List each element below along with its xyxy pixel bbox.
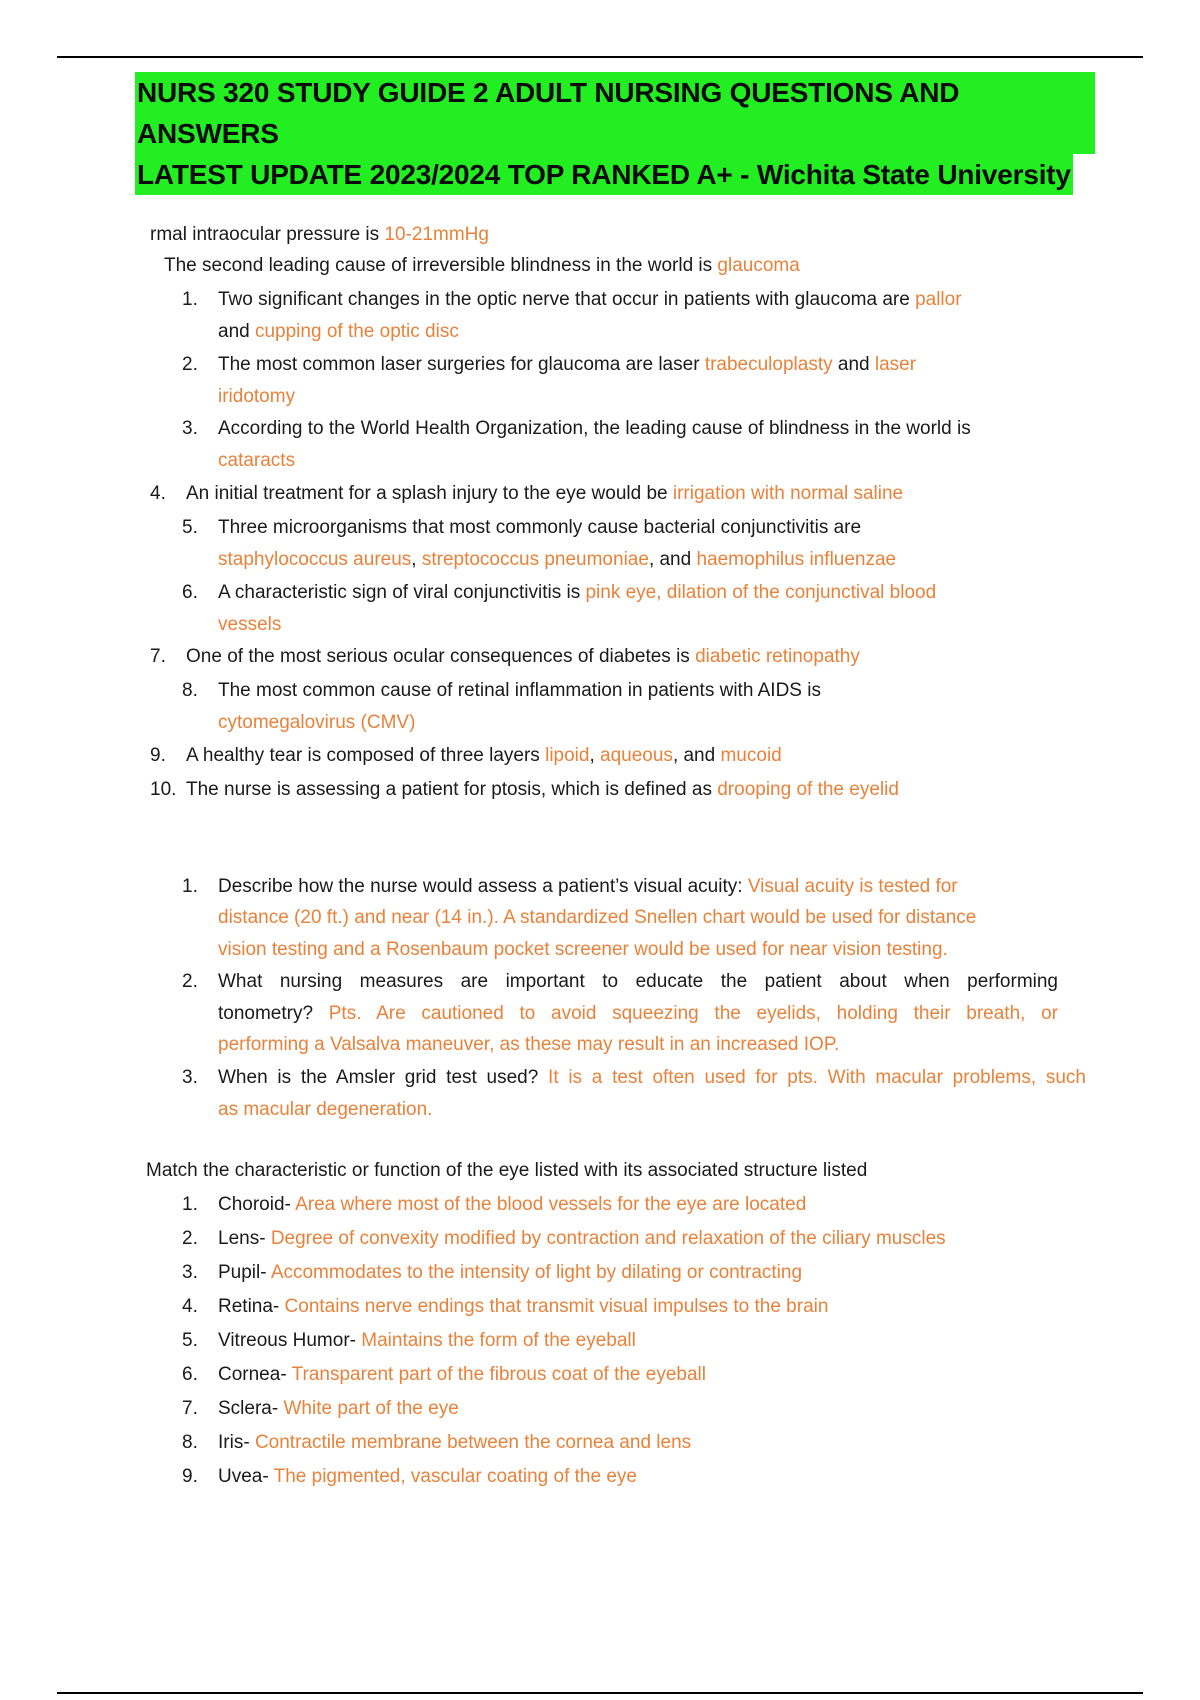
list-item-cont: vision testing and a Rosenbaum pocket screener would be used for near vision testing. [218,939,948,960]
list-item: Choroid- Area where most of the blood vessels for the eye are located [218,1194,807,1215]
list-item: The most common cause of retinal inflammation in patients with AIDS is [218,680,821,701]
list-number: 1. [182,876,198,897]
list-number: 5. [182,1330,198,1351]
list-number: 2. [182,971,198,992]
list-item-cont: tonometry? Pts. Are cautioned to avoid squeezing the eyelids, holding their breath, or [218,1003,1059,1024]
answer: 10-21mmHg [384,224,489,245]
list-item: Cornea- Transparent part of the fibrous coat of the eyeball [218,1364,706,1385]
list-item-cont: iridotomy [218,386,296,407]
list-number: 4. [150,483,166,504]
title-line-2: LATEST UPDATE 2023/2024 TOP RANKED A+ - Wichita State University [135,154,1073,195]
list-item: What nursing measures are important to educate the patient about when performing [218,971,1058,992]
intro-line-1: rmal intraocular pressure is 10-21mmHg [150,224,489,245]
list-number: 2. [182,354,198,375]
list-number: 4. [182,1296,198,1317]
list-item: A characteristic sign of viral conjunctivitis is pink eye, dilation of the conjunctival blood [218,582,937,603]
list-item: When is the Amsler grid test used? It is a test often used for pts. With macular problems, such [218,1067,1086,1088]
list-item-cont: vessels [218,614,282,635]
list-item: Vitreous Humor- Maintains the form of the eyeball [218,1330,636,1351]
top-rule [57,56,1143,58]
list-item-cont: as macular degeneration. [218,1099,433,1120]
list-number: 8. [182,680,198,701]
list-number: 1. [182,1194,198,1215]
list-number: 3. [182,418,198,439]
list-item: Describe how the nurse would assess a patient’s visual acuity: Visual acuity is tested for [218,876,958,897]
bottom-rule [57,1692,1143,1694]
list-item: According to the World Health Organization, the leading cause of blindness in the world is [218,418,971,439]
list-number: 6. [182,582,198,603]
page-title [135,72,1095,195]
list-item-cont: performing a Valsalva maneuver, as these may result in an increased IOP. [218,1034,840,1055]
list-number: 3. [182,1067,198,1088]
list-item: Uvea- The pigmented, vascular coating of the eye [218,1466,637,1487]
list-item-cont: staphylococcus aureus, streptococcus pneumoniae, and haemophilus influenzae [218,549,897,570]
list-item: Sclera- White part of the eye [218,1398,459,1419]
list-number: 9. [150,745,166,766]
list-item: Retina- Contains nerve endings that transmit visual impulses to the brain [218,1296,829,1317]
list-item: The most common laser surgeries for glaucoma are laser trabeculoplasty and laser [218,354,917,375]
list-number: 2. [182,1228,198,1249]
list-item: Pupil- Accommodates to the intensity of light by dilating or contracting [218,1262,803,1283]
list-item: Two significant changes in the optic nerve that occur in patients with glaucoma are pallor [218,289,962,310]
list-number: 1. [182,289,198,310]
list-number: 5. [182,517,198,538]
list-number: 6. [182,1364,198,1385]
list-item-cont: cytomegalovirus (CMV) [218,712,416,733]
list-number: 7. [150,646,166,667]
list-number: 8. [182,1432,198,1453]
section-heading: Match the characteristic or function of the eye listed with its associated structure listed [146,1160,868,1181]
title-line-1: NURS 320 STUDY GUIDE 2 ADULT NURSING QUESTIONS AND ANSWERS [135,72,1095,154]
list-item-cont: and cupping of the optic disc [218,321,459,342]
intro-line-2: The second leading cause of irreversible blindness in the world is glaucoma [164,255,800,276]
list-number: 3. [182,1262,198,1283]
list-item: Iris- Contractile membrane between the cornea and lens [218,1432,692,1453]
list-number: 7. [182,1398,198,1419]
list-item-cont: distance (20 ft.) and near (14 in.). A standardized Snellen chart would be used for distance [218,907,977,928]
list-item: One of the most serious ocular consequences of diabetes is diabetic retinopathy [186,646,860,667]
list-number: 9. [182,1466,198,1487]
list-item: Three microorganisms that most commonly cause bacterial conjunctivitis are [218,517,862,538]
list-item: A healthy tear is composed of three layers lipoid, aqueous, and mucoid [186,745,782,766]
answer: glaucoma [717,255,800,276]
list-item: The nurse is assessing a patient for ptosis, which is defined as drooping of the eyelid [186,779,899,800]
list-number: 10. [150,779,177,800]
list-item: An initial treatment for a splash injury to the eye would be irrigation with normal saline [186,483,904,504]
list-item: Lens- Degree of convexity modified by contraction and relaxation of the ciliary muscles [218,1228,946,1249]
list-item-cont: cataracts [218,450,296,471]
